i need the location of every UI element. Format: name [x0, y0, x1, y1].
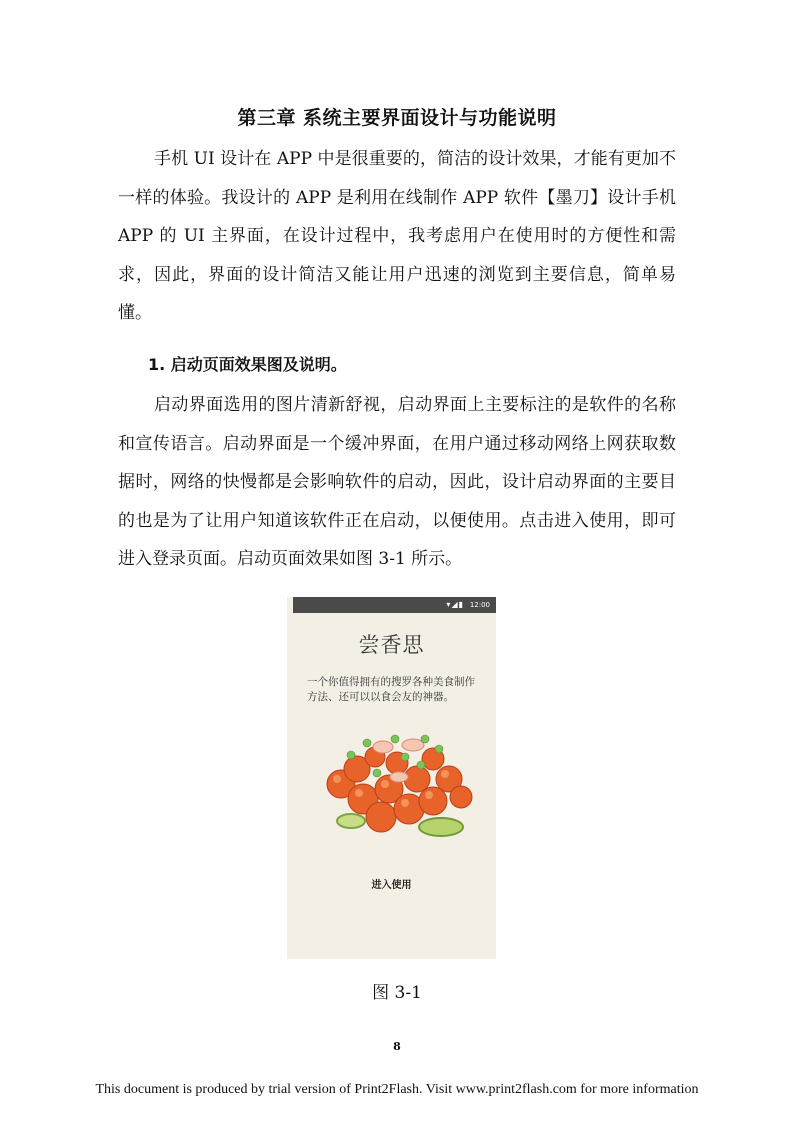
tomato — [450, 786, 472, 808]
phone-screenshot — [287, 597, 496, 959]
paragraph-launch-screen: 启动界面选用的图片清新舒视，启动界面上主要标注的是软件的名称和宣传语言。启动界面是一个缓冲界面，在用户通过移动网络上网获取数据时，网络的快慢都是会影响软件的启动，因此，设计启动界面的主要目的也是为了让用户知道该软件正在启动，以便使用。点击进入使用，即可进入登录页面。启动页面效果如图 3-1 所示。 — [118, 395, 676, 569]
shrimp — [390, 772, 408, 782]
app-slogan: 一个你值得拥有的搜罗各种美食制作方法、还可以以食会友的神器。 — [307, 676, 475, 703]
status-icons: ▾◢▮ — [446, 600, 464, 609]
chapter-title: 第三章 系统主要界面设计与功能说明 — [237, 107, 557, 129]
pea — [373, 769, 381, 777]
shrimp — [402, 739, 424, 751]
paragraph-intro: 手机 UI 设计在 APP 中是很重要的，简洁的设计效果，才能有更加不一样的体验。我设计的 APP 是利用在线制作 APP 软件【墨刀】设计手机 APP 的 UI 主界面，在设计过程中，我考虑用户在使用时的方便性和需求，因此，界面的设计简洁又能让用户迅速的浏览到主要信息，简单易懂。 — [118, 149, 676, 323]
cucumber-slice — [337, 814, 365, 828]
food-illustration — [321, 729, 477, 841]
pea — [363, 739, 371, 747]
pea — [417, 761, 425, 769]
status-bar — [293, 597, 496, 613]
tomato — [404, 766, 430, 792]
cucumber-slice — [419, 818, 463, 836]
tomato — [419, 787, 447, 815]
shrimp — [373, 741, 393, 753]
pea — [391, 735, 399, 743]
page-number: 8 — [393, 1040, 401, 1053]
figure-caption: 图 3-1 — [372, 983, 422, 1003]
footer-note: This document is produced by trial version of Print2Flash. Visit www.print2flash.com for more information — [95, 1082, 699, 1097]
tomato — [366, 802, 396, 832]
section-heading: 1. 启动页面效果图及说明。 — [148, 355, 347, 374]
pea — [435, 745, 443, 753]
enter-button[interactable]: 进入使用 — [371, 880, 412, 891]
pea — [347, 751, 355, 759]
pea — [401, 753, 409, 761]
app-title: 尝香思 — [358, 633, 425, 657]
status-time: 12:00 — [469, 601, 490, 609]
pea — [421, 735, 429, 743]
